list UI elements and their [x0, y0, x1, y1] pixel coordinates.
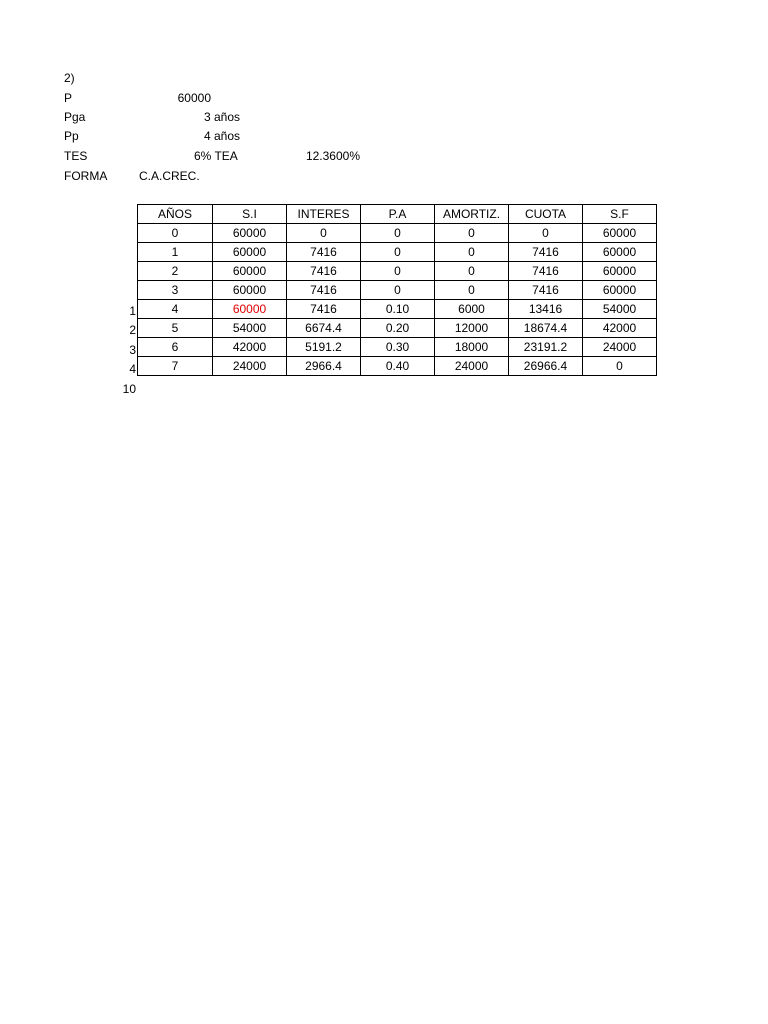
cell-amortiz: 6000: [435, 300, 509, 319]
table-row: [138, 243, 657, 262]
amortization-table: [137, 204, 657, 376]
cell-interes: 5191.2: [287, 338, 361, 357]
cell-sf: 24000: [583, 338, 657, 357]
cell-cuota: 7416: [509, 262, 583, 281]
cell-anos: 3: [138, 281, 213, 300]
cell-sf: 60000: [583, 281, 657, 300]
param-value-p: 60000: [177, 91, 211, 105]
table-row: [138, 300, 657, 319]
cell-pa: 0: [361, 262, 435, 281]
cell-amortiz: 0: [435, 262, 509, 281]
table-body: [138, 224, 657, 376]
column-header-interes: INTERES: [287, 205, 361, 224]
cell-sf: 54000: [583, 300, 657, 319]
table-row: [138, 338, 657, 357]
cell-sf: 60000: [583, 243, 657, 262]
cell-sf: 0: [583, 357, 657, 376]
param-value-pp: 4 años: [203, 129, 240, 143]
cell-sf: 42000: [583, 319, 657, 338]
cell-interes: 0: [287, 224, 361, 243]
cell-si: 24000: [213, 357, 287, 376]
side-number: 3: [129, 343, 136, 357]
cell-pa: 0: [361, 224, 435, 243]
cell-si: 42000: [213, 338, 287, 357]
cell-anos: 5: [138, 319, 213, 338]
cell-si: 54000: [213, 319, 287, 338]
cell-cuota: 18674.4: [509, 319, 583, 338]
cell-interes: 7416: [287, 300, 361, 319]
cell-cuota: 13416: [509, 300, 583, 319]
table-row: [138, 224, 657, 243]
cell-cuota: 7416: [509, 281, 583, 300]
cell-pa: 0: [361, 243, 435, 262]
cell-amortiz: 0: [435, 224, 509, 243]
side-number: 4: [129, 362, 136, 376]
column-header-anos: AÑOS: [138, 205, 213, 224]
cell-cuota: 7416: [509, 243, 583, 262]
cell-interes: 6674.4: [287, 319, 361, 338]
cell-si: 60000: [213, 243, 287, 262]
cell-pa: 0.30: [361, 338, 435, 357]
param-label-p: P: [64, 91, 73, 105]
cell-cuota: 26966.4: [509, 357, 583, 376]
cell-sf: 60000: [583, 262, 657, 281]
cell-anos: 6: [138, 338, 213, 357]
table-row: [138, 319, 657, 338]
cell-interes: 2966.4: [287, 357, 361, 376]
cell-amortiz: 24000: [435, 357, 509, 376]
cell-si: 60000: [213, 224, 287, 243]
cell-cuota: 0: [509, 224, 583, 243]
problem-number: 2): [64, 71, 75, 85]
table-row: [138, 281, 657, 300]
table-row: [138, 262, 657, 281]
cell-pa: 0: [361, 281, 435, 300]
param-label-forma: FORMA: [64, 169, 108, 183]
side-sum: 10: [122, 382, 136, 396]
cell-anos: 1: [138, 243, 213, 262]
cell-si: 60000: [213, 300, 287, 319]
cell-anos: 0: [138, 224, 213, 243]
cell-anos: 2: [138, 262, 213, 281]
cell-pa: 0.40: [361, 357, 435, 376]
cell-amortiz: 0: [435, 243, 509, 262]
cell-interes: 7416: [287, 243, 361, 262]
cell-si: 60000: [213, 262, 287, 281]
cell-amortiz: 18000: [435, 338, 509, 357]
side-number: 2: [129, 323, 136, 337]
table-row: [138, 357, 657, 376]
cell-amortiz: 12000: [435, 319, 509, 338]
cell-pa: 0.10: [361, 300, 435, 319]
column-header-amortiz: AMORTIZ.: [435, 205, 509, 224]
param-label-tes: TES: [64, 149, 88, 163]
cell-amortiz: 0: [435, 281, 509, 300]
cell-anos: 7: [138, 357, 213, 376]
param-value-tes: 6% TEA: [194, 149, 238, 163]
cell-si: 60000: [213, 281, 287, 300]
cell-pa: 0.20: [361, 319, 435, 338]
table-header-row: [138, 205, 657, 224]
cell-anos: 4: [138, 300, 213, 319]
param-value-forma: C.A.CREC.: [139, 169, 200, 183]
param-value-pga: 3 años: [203, 110, 240, 124]
cell-sf: 60000: [583, 224, 657, 243]
param-extra-tes: 12.3600%: [305, 149, 360, 163]
column-header-si: S.I: [213, 205, 287, 224]
param-label-pga: Pga: [64, 110, 86, 124]
column-header-cuota: CUOTA: [509, 205, 583, 224]
column-header-sf: S.F: [583, 205, 657, 224]
column-header-pa: P.A: [361, 205, 435, 224]
side-number: 1: [129, 304, 136, 318]
param-label-pp: Pp: [64, 129, 79, 143]
cell-cuota: 23191.2: [509, 338, 583, 357]
cell-interes: 7416: [287, 262, 361, 281]
cell-interes: 7416: [287, 281, 361, 300]
